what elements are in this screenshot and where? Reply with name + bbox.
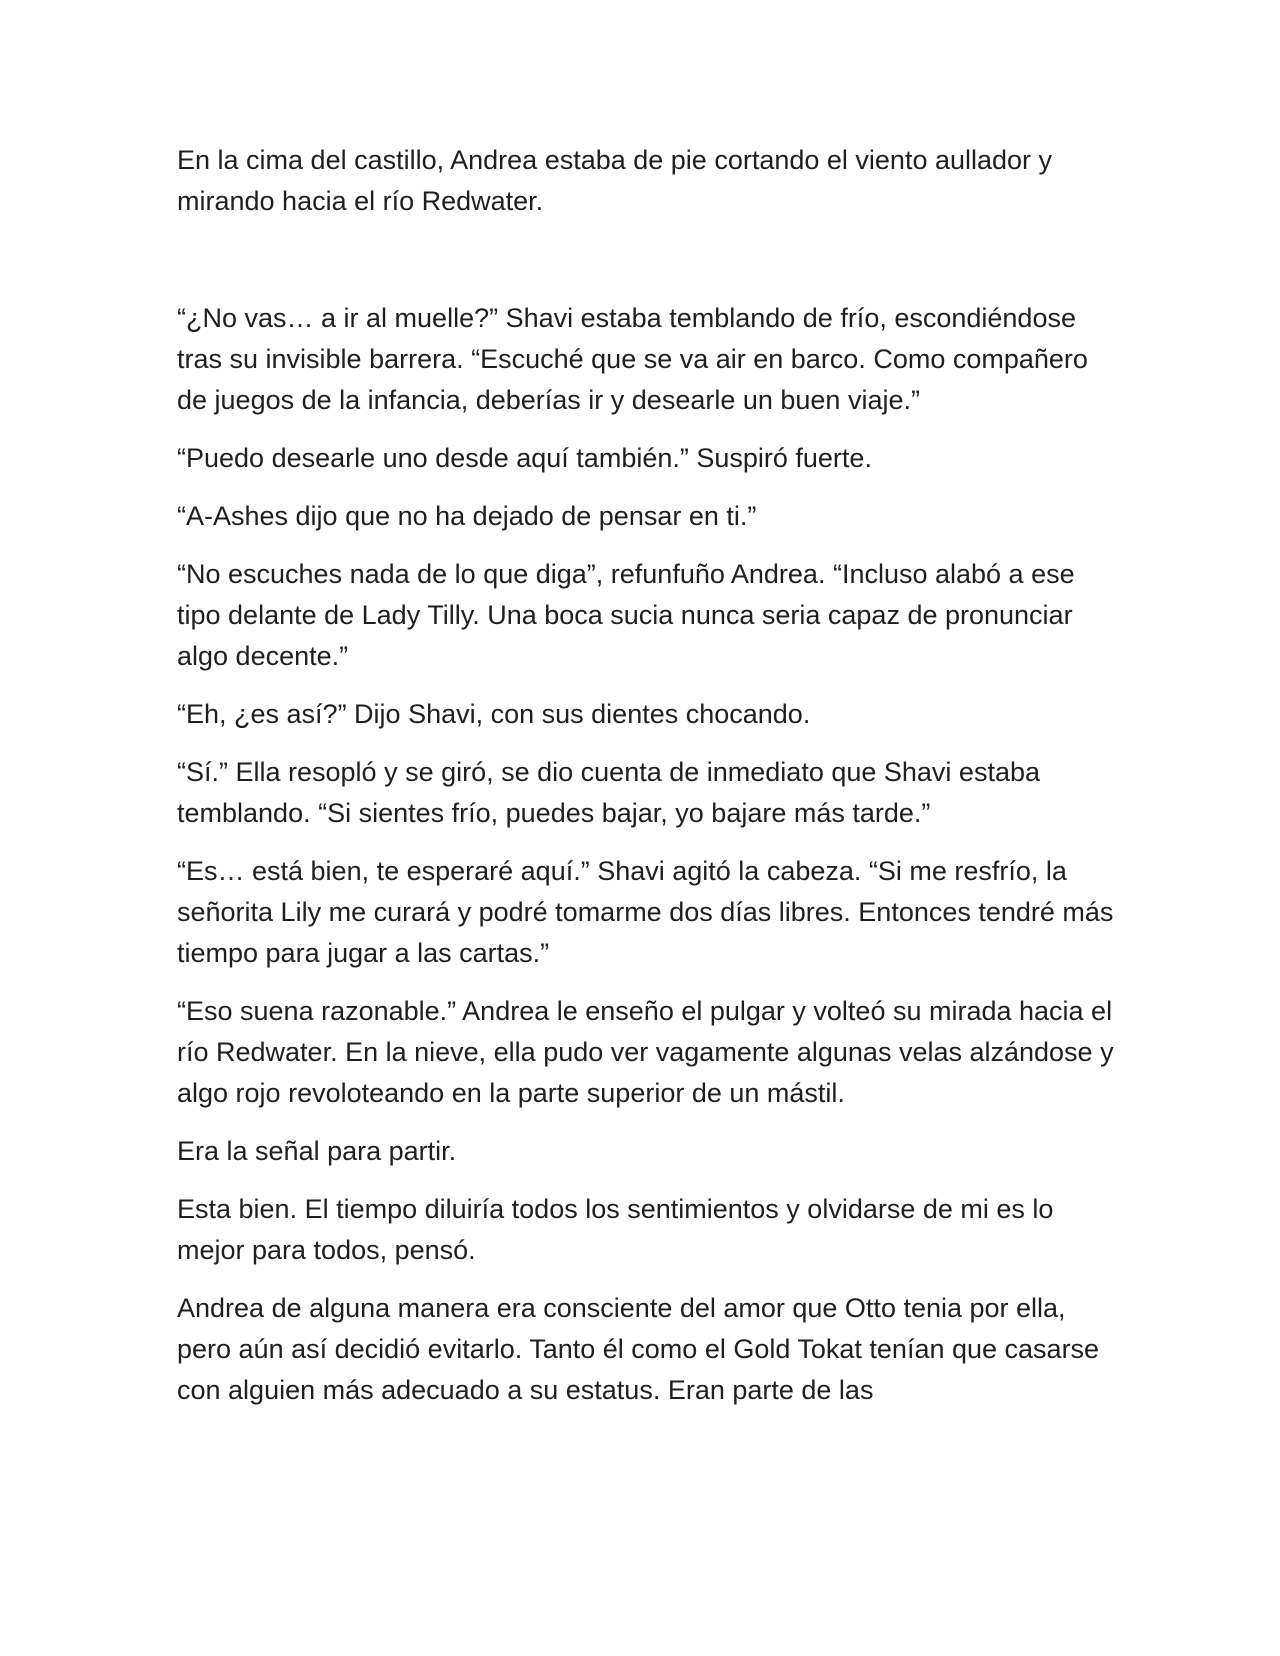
paragraph: En la cima del castillo, Andrea estaba de pie cortando el viento aullador y mirando hacia el río Redwater. <box>177 145 1053 216</box>
paragraph: “No escuches nada de lo que diga”, refunfuño Andrea. “Incluso alabó a ese tipo delante de Lady Tilly. Una boca sucia nunca seria capaz de pronunciar algo decente.” <box>177 559 1075 671</box>
paragraph: “¿No vas… a ir al muelle?” Shavi estaba temblando de frío, escondiéndose tras su invisible barrera. “Escuché que se va air en barco. Como compañero de juegos de la infancia, deberías ir y desearle un buen viaje.” <box>177 303 1088 415</box>
paragraph: “Es… está bien, te esperaré aquí.” Shavi agitó la cabeza. “Si me resfrío, la señorita Lily me curará y podré tomarme dos días libres. Entonces tendré más tiempo para jugar a las cartas.” <box>177 856 1114 968</box>
paragraph: Andrea de alguna manera era consciente del amor que Otto tenia por ella, pero aún así decidió evitarlo. Tanto él como el Gold Tokat tenían que casarse con alguien más adecuado a su estatus. Eran parte de las <box>177 1293 1100 1405</box>
paragraph: “Puedo desearle uno desde aquí también.” Suspiró fuerte. <box>177 443 872 473</box>
paragraph: “A-Ashes dijo que no ha dejado de pensar en ti.” <box>177 501 757 531</box>
paragraph: “Eh, ¿es así?” Dijo Shavi, con sus dientes chocando. <box>177 699 811 729</box>
paragraph: Esta bien. El tiempo diluiría todos los sentimientos y olvidarse de mi es lo mejor para todos, pensó. <box>177 1194 1054 1265</box>
paragraph: “Eso suena razonable.” Andrea le enseño el pulgar y volteó su mirada hacia el río Redwater. En la nieve, ella pudo ver vagamente algunas velas alzándose y algo rojo revoloteando en la parte superior de un mástil. <box>177 996 1114 1108</box>
paragraph: “Sí.” Ella resopló y se giró, se dio cuenta de inmediato que Shavi estaba temblando. “Si sientes frío, puedes bajar, yo bajare más tarde.” <box>177 757 1040 828</box>
paragraph: Era la señal para partir. <box>177 1136 457 1166</box>
document-page <box>177 140 1117 1411</box>
